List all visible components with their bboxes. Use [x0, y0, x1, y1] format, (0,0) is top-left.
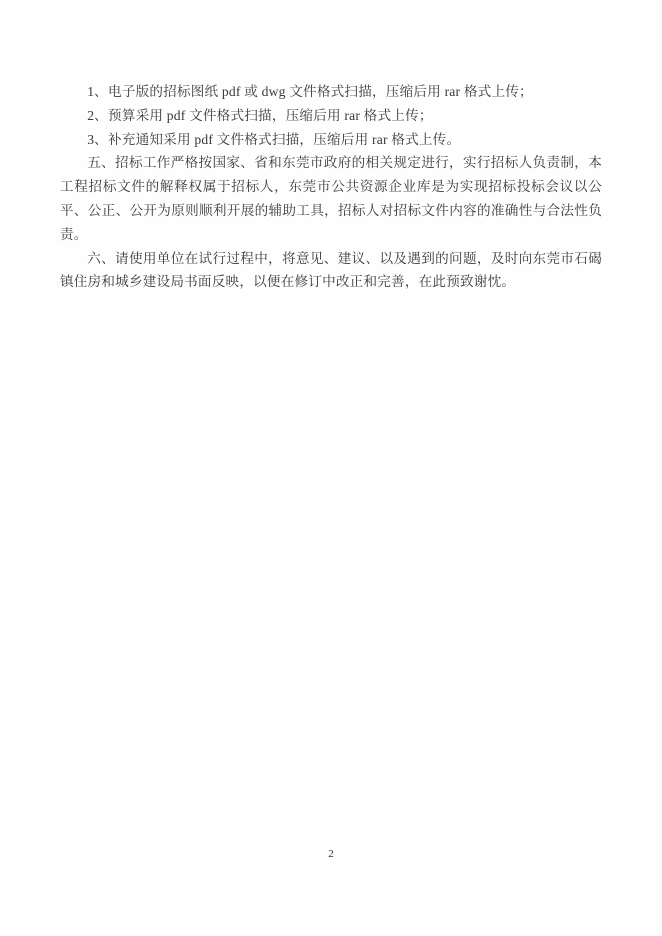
paragraph-six: 六、请使用单位在试行过程中，将意见、建议、以及遇到的问题，及时向东莞市石碣镇住房和城乡建设局书面反映，以便在修订中改正和完善，在此预致谢忱。 [60, 250, 602, 290]
page-footer [0, 847, 662, 861]
document-body [60, 80, 602, 294]
numbered-item-1: 1、电子版的招标图纸 pdf 或 dwg 文件格式扫描，压缩后用 rar 格式上传； [87, 84, 533, 99]
numbered-item-3: 3、补充通知采用 pdf 文件格式扫描，压缩后用 rar 格式上传。 [87, 131, 461, 147]
paragraph-five: 五、招标工作严格按国家、省和东莞市政府的相关规定进行，实行招标人负责制，本工程招标文件的解释权属于招标人，东莞市公共资源企业库是为实现招标投标会议以公平、公正、公开为原则顺利开展的辅助工具，招标人对招标文件内容的准确性与合法性负责。 [60, 155, 602, 242]
numbered-item-2: 2、预算采用 pdf 文件格式扫描，压缩后用 rar 格式上传； [87, 107, 433, 123]
page-number: 2 [328, 848, 334, 860]
